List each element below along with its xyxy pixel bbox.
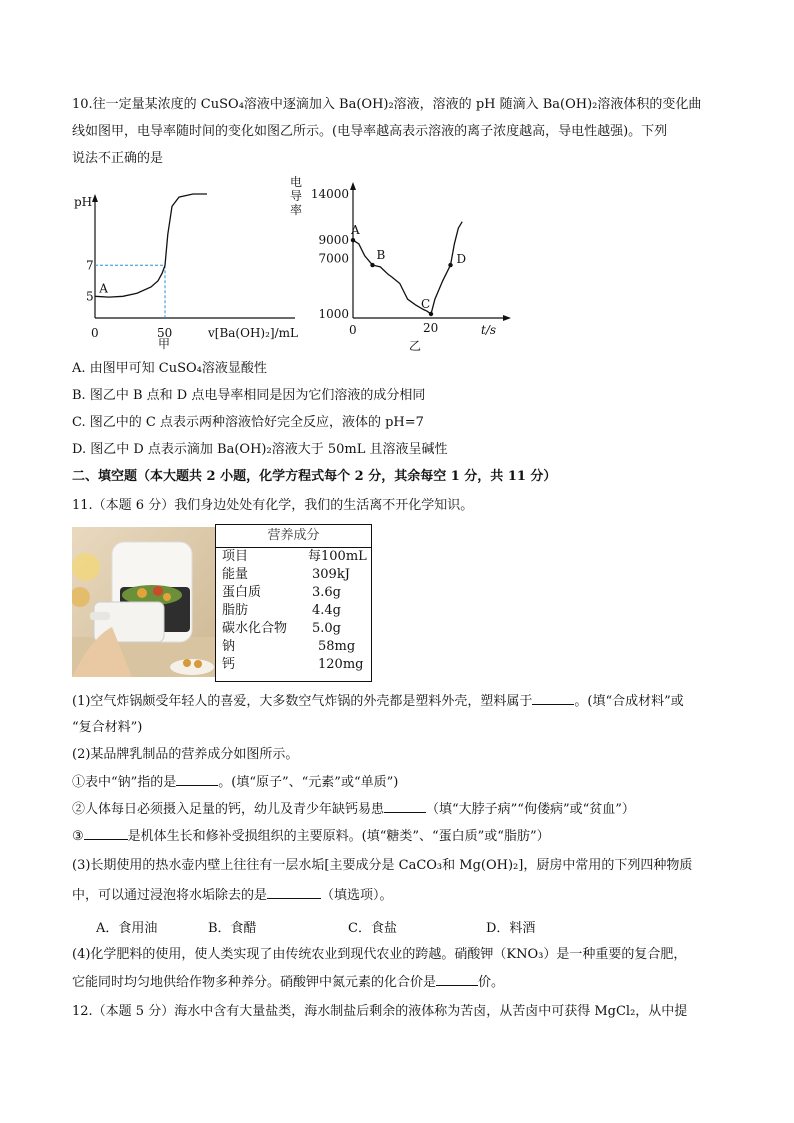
jia-caption: 甲 bbox=[158, 337, 171, 350]
q10-line1: 10.往一定量某浓度的 CuSO₄溶液中逐滴加入 Ba(OH)₂溶液，溶液的 pH 随滴入 Ba(OH)₂溶液体积的变化曲 bbox=[72, 97, 702, 112]
jia-xtick-0: 0 bbox=[91, 326, 99, 340]
yi-point-d-label: D bbox=[456, 252, 467, 267]
yi-ytick: 14000 bbox=[310, 187, 349, 201]
q10-option-a: A. 由图甲可知 CuSO₄溶液显酸性 bbox=[72, 361, 267, 376]
q11-sub2 bbox=[72, 800, 635, 819]
yi-point-c-label: C bbox=[421, 297, 431, 311]
nutrient-value: 4.4g bbox=[312, 603, 341, 618]
q11-part2: (2)某品牌乳制品的营养成分如图所示。 bbox=[72, 747, 299, 762]
answer-blank[interactable] bbox=[84, 827, 128, 840]
yi-xtick-20: 20 bbox=[423, 321, 439, 335]
nutrition-row bbox=[216, 638, 371, 656]
q11-part1-text-b: 。(填“合成材料”或 bbox=[574, 694, 684, 709]
q11-part1-line1 bbox=[72, 692, 684, 711]
q11-part4-text-a: 它能同时均匀地供给作物多种养分。硝酸钾中氮元素的化合价是 bbox=[72, 975, 437, 990]
yi-xtick-0: 0 bbox=[349, 323, 357, 337]
q10-option-d: D. 图乙中 D 点表示滴加 Ba(OH)₂溶液大于 50mL 且溶液呈碱性 bbox=[72, 442, 448, 457]
yi-point-b bbox=[370, 263, 374, 267]
q11-part3-line1: (3)长期使用的热水壶内壁上往往有一层水垢[主要成分是 CaCO₃和 Mg(OH)₂]，厨房中常用的下列四种物质 bbox=[72, 858, 693, 873]
nutrient-name: 钠 bbox=[222, 639, 236, 654]
yi-x-arrow bbox=[503, 315, 511, 321]
nutrient-value: 5.0g bbox=[312, 621, 341, 636]
yi-ytick: 9000 bbox=[318, 233, 349, 248]
nutrient-name: 脂肪 bbox=[222, 603, 249, 618]
yi-point-b-label: B bbox=[376, 248, 386, 263]
nutrition-header-row bbox=[216, 548, 371, 566]
q10-option-b: B. 图乙中 B 点和 D 点电导率相同是因为它们溶液的成分相同 bbox=[72, 388, 426, 403]
section-2-heading: 二、填空题（本大题共 2 小题，化学方程式每个 2 分，其余每空 1 分，共 11 分） bbox=[72, 469, 557, 484]
nutrient-value: 58mg bbox=[318, 639, 356, 654]
yi-xlabel: t/s bbox=[481, 323, 497, 337]
nutrient-value: 309kJ bbox=[312, 567, 350, 582]
answer-blank[interactable] bbox=[267, 886, 321, 899]
yi-ylabel-1: 电 bbox=[290, 175, 303, 189]
q11-sub3-text-a: ③ bbox=[72, 829, 84, 844]
q11-part1-text-a: (1)空气炸锅颇受年轻人的喜爱，大多数空气炸锅的外壳都是塑料外壳，塑料属于 bbox=[72, 694, 533, 709]
jia-xlabel: v[Ba(OH)₂]/mL bbox=[208, 326, 298, 340]
air-fryer-photo bbox=[72, 527, 215, 677]
q11-part3-text-b: （填选项）。 bbox=[321, 888, 393, 903]
yi-point-d bbox=[448, 263, 452, 267]
answer-blank[interactable] bbox=[436, 973, 478, 986]
q11-sub1-text-b: 。(填“原子”、“元素”或“单质”) bbox=[218, 775, 399, 790]
q11-part4-text-b: 价。 bbox=[478, 975, 505, 990]
choice-d: D．料酒 bbox=[486, 921, 536, 936]
answer-blank[interactable] bbox=[532, 692, 574, 705]
q11-sub3-text-b: 是机体生长和修补受损组织的主要原料。(填“糖类”、“蛋白质”或“脂肪”） bbox=[127, 829, 550, 844]
answer-blank[interactable] bbox=[384, 800, 426, 813]
q11-sub2-text-b: （填“大脖子病”“佝偻病”或“贫血”） bbox=[426, 802, 635, 817]
q11-part4-line2 bbox=[72, 973, 504, 992]
nutrition-row bbox=[216, 566, 371, 584]
yi-point-a bbox=[351, 238, 355, 242]
nutrient-name: 能量 bbox=[222, 567, 249, 582]
nutrition-header-item: 项目 bbox=[222, 549, 249, 564]
nutrient-name: 蛋白质 bbox=[222, 585, 262, 600]
nutrition-table bbox=[215, 524, 372, 682]
q11-sub1 bbox=[72, 773, 398, 792]
nutrient-name: 碳水化合物 bbox=[222, 621, 288, 636]
jia-ph-curve bbox=[95, 194, 207, 297]
choice-a: A．食用油 bbox=[96, 921, 158, 936]
nutrient-value: 120mg bbox=[318, 657, 364, 672]
yi-ylabel-2: 导 bbox=[290, 189, 303, 203]
yi-ylabel-3: 率 bbox=[290, 203, 303, 217]
jia-xtick-50: 50 bbox=[157, 326, 173, 340]
q11-part1-line2: “复合材料”) bbox=[72, 720, 143, 735]
ph-chart bbox=[70, 180, 310, 350]
yi-y-arrow bbox=[350, 182, 356, 190]
q10-line3: 说法不正确的是 bbox=[72, 151, 164, 166]
yi-point-a-label: A bbox=[351, 223, 360, 238]
conductivity-chart bbox=[285, 172, 515, 352]
answer-blank[interactable] bbox=[176, 773, 218, 786]
nutrition-row bbox=[216, 620, 371, 638]
yi-point-c bbox=[429, 312, 433, 316]
choice-c: C．食盐 bbox=[348, 921, 397, 936]
jia-ytick-7: 7 bbox=[86, 258, 94, 273]
nutrition-row bbox=[216, 584, 371, 602]
nutrient-name: 钙 bbox=[222, 657, 236, 672]
jia-ytick-5: 5 bbox=[86, 289, 94, 304]
nutrition-row bbox=[216, 602, 371, 620]
q11-sub2-text-a: ②人体每日必须摄入足量的钙，幼儿及青少年缺钙易患 bbox=[72, 802, 385, 817]
q10-option-c: C. 图乙中的 C 点表示两种溶液恰好完全反应，液体的 pH=7 bbox=[72, 415, 424, 430]
air-fryer-image bbox=[72, 527, 215, 677]
q11-title: 11.（本题 6 分）我们身边处处有化学，我们的生活离不开化学知识。 bbox=[72, 498, 474, 513]
q11-part3-text-a: 中，可以通过浸泡将水垢除去的是 bbox=[72, 888, 268, 903]
q10-line2: 线如图甲，电导率随时间的变化如图乙所示。(电导率越高表示溶液的离子浓度越高，导电性越强)。下列 bbox=[72, 124, 668, 139]
q11-part3-line2 bbox=[72, 886, 393, 905]
jia-ylabel: pH bbox=[74, 195, 93, 209]
nutrient-value: 3.6g bbox=[312, 585, 341, 600]
q11-sub1-text-a: ①表中“钠”指的是 bbox=[72, 775, 177, 790]
jia-point-a-label: A bbox=[99, 281, 108, 296]
nutrition-header-per: 每100mL bbox=[308, 549, 367, 564]
jia-y-arrow bbox=[92, 194, 98, 202]
q12-line1: 12.（本题 5 分）海水中含有大量盐类，海水制盐后剩余的液体称为苦卤，从苦卤中可获得 MgCl₂，从中提 bbox=[72, 1004, 688, 1019]
yi-ytick: 7000 bbox=[318, 251, 349, 266]
yi-caption: 乙 bbox=[409, 339, 422, 352]
q11-part4-line1: (4)化学肥料的使用，使人类实现了由传统农业到现代农业的跨越。硝酸钾（KNO₃）是一种重要的复合肥， bbox=[72, 947, 687, 962]
yi-ytick: 1000 bbox=[318, 307, 349, 321]
q11-sub3 bbox=[72, 827, 550, 846]
choice-b: B．食醋 bbox=[208, 921, 257, 936]
nutrition-title: 营养成分 bbox=[216, 525, 371, 548]
yi-conductivity-curve bbox=[353, 222, 462, 314]
nutrition-row bbox=[216, 656, 371, 674]
